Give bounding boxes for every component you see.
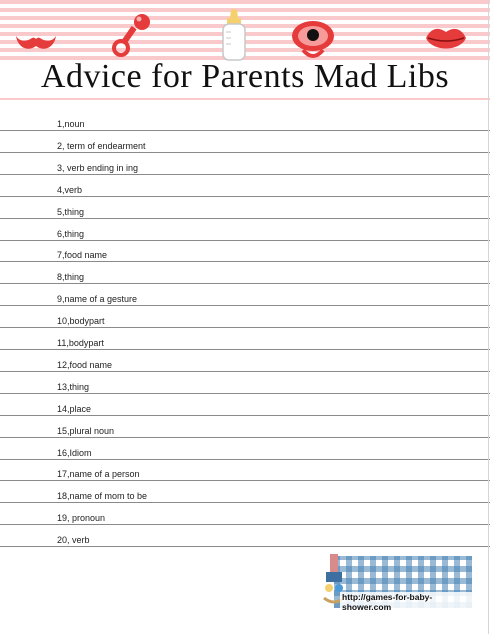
lips-icon (424, 24, 468, 54)
mad-lib-line[interactable] (0, 327, 490, 350)
mad-lib-line[interactable] (0, 371, 490, 394)
mad-lib-prompt: 10,bodypart (57, 316, 105, 327)
mad-lib-prompt: 7,food name (57, 250, 108, 261)
mad-lib-prompt: 15,plural noun (57, 425, 115, 436)
mad-lib-prompt: 2, term of endearment (57, 140, 146, 151)
mad-lib-line[interactable] (0, 458, 490, 481)
mad-lib-prompt: 1,noun (57, 119, 85, 129)
footer-badge (320, 552, 472, 612)
baby-bottle-icon (218, 8, 250, 62)
mad-lib-line[interactable] (0, 108, 490, 131)
mad-lib-prompt: 6,thing (57, 228, 85, 239)
mad-lib-prompt: 14,place (57, 403, 92, 414)
mad-lib-prompt: 12,food name (57, 359, 113, 370)
mad-lib-prompt: 9,name of a gesture (57, 294, 138, 305)
mad-lib-prompt: 17,name of a person (57, 469, 140, 480)
mad-lib-line[interactable] (0, 283, 490, 306)
mad-lib-line[interactable] (0, 239, 490, 262)
mad-lib-prompt: 11,bodypart (57, 338, 104, 348)
mad-lib-line[interactable] (0, 261, 490, 284)
mad-lib-prompt: 20, verb (57, 535, 90, 546)
mad-lib-line[interactable] (0, 305, 490, 328)
mad-lib-line[interactable] (0, 502, 490, 525)
mad-lib-prompt: 19, pronoun (57, 513, 106, 524)
mad-lib-line[interactable] (0, 415, 490, 438)
mad-lib-line[interactable] (0, 152, 490, 175)
mad-lib-line[interactable] (0, 174, 490, 197)
mad-lib-prompt: 18,name of mom to be (57, 491, 148, 502)
mad-lib-prompt: 4,verb (57, 184, 83, 195)
page-border (488, 0, 489, 634)
mad-lib-prompt: 16,Idiom (57, 447, 92, 458)
mad-lib-line[interactable] (0, 218, 490, 241)
pacifier-icon (290, 16, 336, 62)
mad-lib-line[interactable] (0, 524, 490, 547)
mad-lib-prompt: 8,thing (57, 272, 85, 283)
mad-lib-line[interactable] (0, 130, 490, 153)
mad-lib-line[interactable] (0, 393, 490, 416)
page-title: Advice for Parents Mad Libs (40, 58, 450, 95)
mad-lib-prompt: 5,thing (57, 206, 85, 217)
mad-lib-line[interactable] (0, 480, 490, 503)
mad-lib-line[interactable] (0, 349, 490, 372)
mad-lib-line[interactable] (0, 437, 490, 460)
mad-lib-prompt: 13,thing (57, 381, 90, 392)
website-url[interactable]: http://games-for-baby-shower.com (340, 592, 472, 612)
rattle-icon (112, 12, 156, 58)
mad-lib-prompt: 3, verb ending in ing (57, 162, 139, 173)
mustache-icon (14, 30, 58, 56)
mad-lib-line[interactable] (0, 196, 490, 219)
